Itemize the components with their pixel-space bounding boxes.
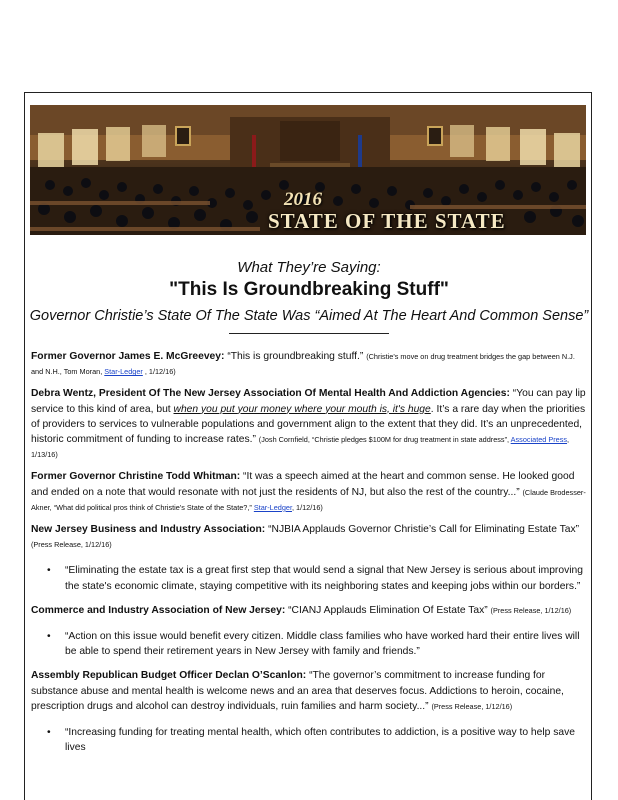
quote-wentz [31, 386, 587, 462]
bullet-item [31, 563, 587, 593]
quote-text: “You can pay lip service to this kind of area, but [31, 388, 586, 415]
source-text: (Josh Cornfield, “Christie pledges $100M for drug treatment in state address”, [258, 435, 511, 445]
bullet-text: “Action on this issue would benefit every citizen. Middle class families who have worked hard their entire lives will be able to spend their retirement years in New Jersey with family and friends.” [65, 631, 580, 658]
source-text: (Claude Brodesser-Akner, “What did political pros think of Christie's State of the State?,” [31, 487, 586, 512]
source-link[interactable]: Associated Press [510, 435, 568, 445]
bullet-text: “Increasing funding for treating mental health, which often contributes to addiction, is a positive way to help save lives [65, 727, 575, 754]
bullet-dot: • [47, 565, 51, 577]
headline-divider [229, 333, 389, 334]
source-link[interactable]: Star-Ledger [253, 502, 292, 512]
banner-title: STATE OF THE STATE [268, 209, 506, 233]
bullet-dot: • [47, 727, 51, 739]
quote-text: “The governor’s commitment to increase funding for substance abuse and mental health is welcome news and an area that deserves focus. Addictions to heroin, cocaine, prescription drugs and alcohol can destroy individuals, ruin families and harm society...” [31, 670, 564, 712]
quote-source: (Press Release, 1/12/16) [31, 540, 112, 550]
state-of-the-state-banner [30, 105, 586, 235]
speaker-name: New Jersey Business and Industry Association: [31, 524, 266, 536]
source-date: , 1/12/16) [142, 367, 176, 377]
source-date: , 1/13/16) [31, 435, 570, 460]
quote-oscanlon [31, 668, 587, 714]
quote-text: “It was a speech aimed at the heart and common sense. He looked good and ended on a note that would resonate with not just the residents of NJ, but also the rest of the country...” [31, 471, 575, 498]
quote-whitman [31, 469, 587, 515]
quote-source: (Press Release, 1/12/16) [431, 701, 513, 711]
quote-text: “NJBIA Applauds Governor Christie’s Call for Eliminating Estate Tax” [265, 524, 580, 536]
quote-cianj [31, 603, 587, 618]
speaker-name: Former Governor Christine Todd Whitman: [31, 471, 241, 483]
speaker-name: Former Governor James E. McGreevey: [31, 351, 225, 362]
headline-pre: What They’re Saying: [237, 259, 381, 276]
speaker-name: Commerce and Industry Association of New Jersey: [31, 604, 286, 616]
quote-emphasis: when you put your money where your mouth is, it's huge [173, 403, 431, 415]
quotes-body [31, 349, 587, 764]
bullet-text: “Eliminating the estate tax is a great first step that would send a signal that New Jersey is serious about improving the state's economic climate, staying competitive with its neighboring states and keeping jobs within our borders.” [65, 565, 583, 592]
document-frame [24, 92, 592, 800]
speaker-name: Assembly Republican Budget Officer Declan O’Scanlon: [31, 670, 307, 682]
source-text: (Christie's move on drug treatment bridges the gap between N.J. and N.H., Tom Moran, [31, 352, 575, 377]
quote-njbia [31, 522, 587, 552]
quote-source: (Press Release, 1/12/16) [490, 605, 572, 615]
source-date: , 1/12/16) [291, 502, 323, 512]
source-link[interactable]: Star-Ledger [104, 367, 143, 377]
quote-text: “This is groundbreaking stuff.” [224, 351, 367, 362]
bullet-item [31, 629, 587, 659]
quote-text-continued: . It’s a rare day when the priorities of providers to services to vulnerable populations and government align to the extent that they did. It’s an unprecedented, historic commitment of funding to increase rates.” [31, 403, 586, 446]
banner-year: 2016 [284, 189, 322, 210]
bullet-dot: • [47, 631, 51, 643]
headline-main: "This Is Groundbreaking Stuff" [169, 279, 449, 300]
bullet-item [31, 725, 587, 755]
speaker-name: Debra Wentz, President Of The New Jersey Association Of Mental Health And Addiction Agencies: [31, 388, 510, 400]
quote-mcgreevey [31, 349, 587, 379]
quote-text: “CIANJ Applauds Elimination Of Estate Tax” [285, 604, 491, 616]
headline-sub: Governor Christie’s State Of The State Was “Aimed At The Heart And Common Sense” [29, 308, 589, 324]
